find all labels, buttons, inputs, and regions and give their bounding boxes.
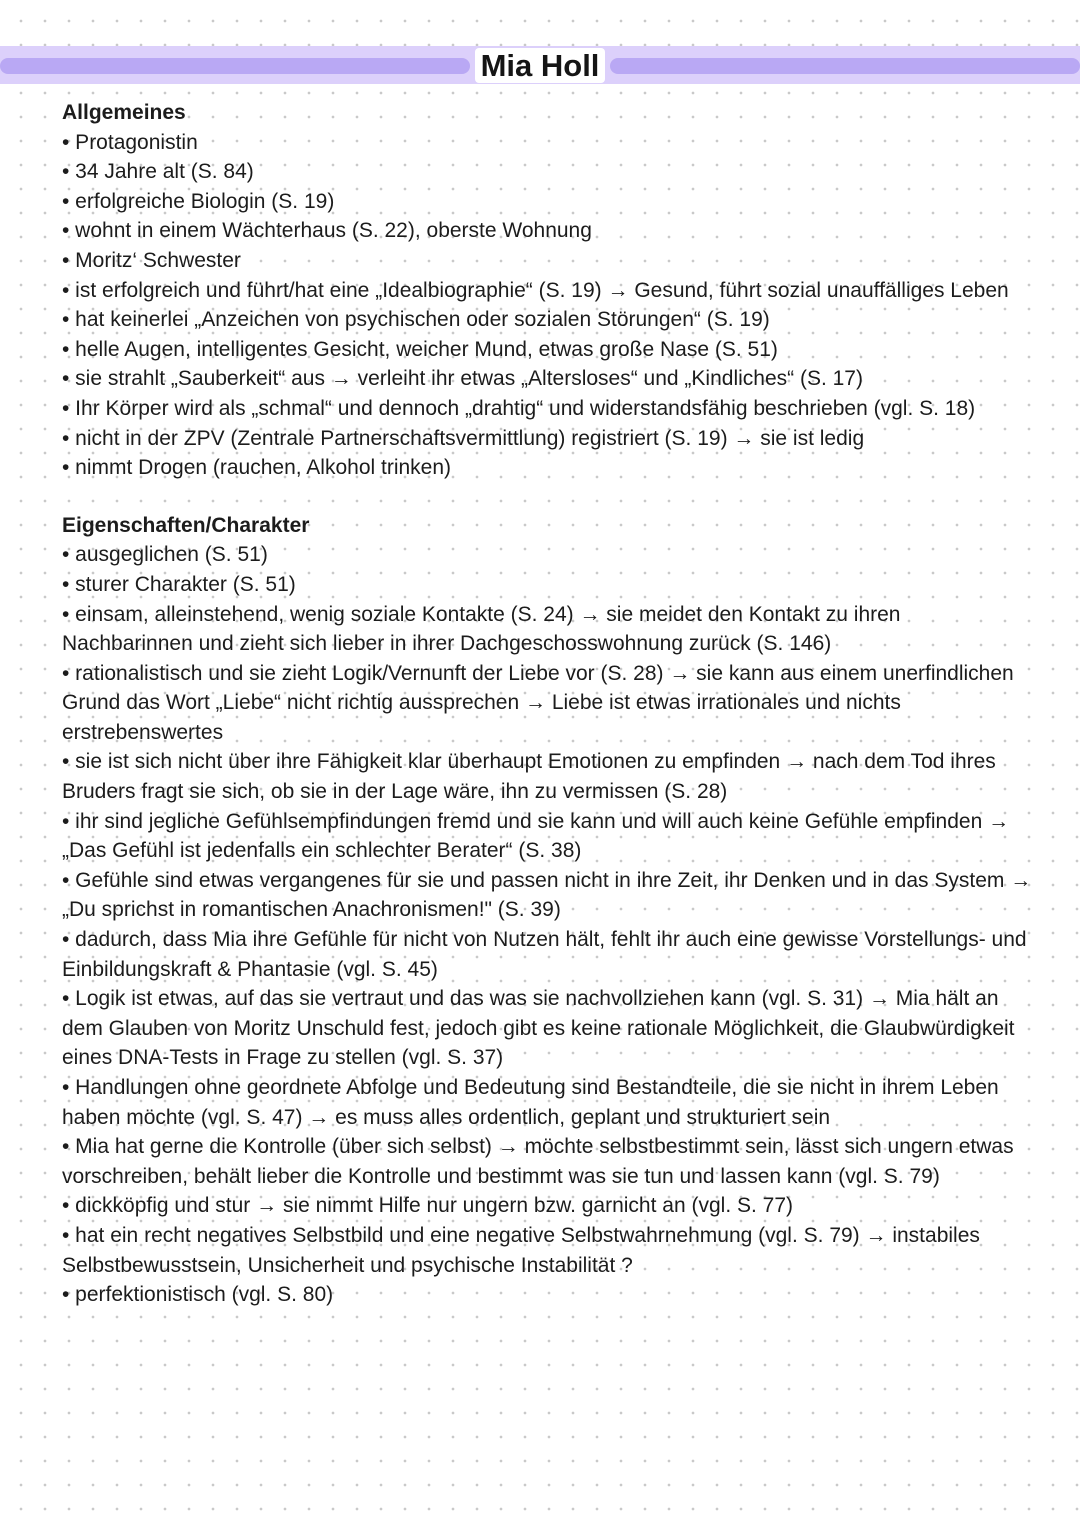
page-title-wrapper — [0, 46, 1080, 86]
section-heading: Allgemeines — [62, 101, 186, 124]
section-spacer — [62, 483, 1037, 511]
list-item: • Logik ist etwas, auf das sie vertraut und das was sie nachvollziehen kann (vgl. S. 31) → Mia hält an dem Glauben von Moritz Unschuld fest, jedoch gibt es keine rationale Möglichkeit, die Glaubwürdigkeit eines DNA-Tests in Frage zu stellen (vgl. S. 37) — [62, 987, 1015, 1070]
list-item: • ist erfolgreich und führt/hat eine „Idealbiographie“ (S. 19) → Gesund, führt sozial unauffälliges Leben — [62, 278, 1009, 302]
section-heading: Eigenschaften/Charakter — [62, 513, 310, 537]
list-item: • sturer Charakter (S. 51) — [62, 572, 296, 596]
page-title: Mia Holl — [475, 48, 606, 83]
list-item: • Handlungen ohne geordnete Abfolge und Bedeutung sind Bestandteile, die sie nicht in ihrem Leben haben möchte (vgl. S. 47) → es muss alles ordentlich, geplant und strukturiert sein — [62, 1076, 999, 1129]
list-item: • dickköpfig und stur → sie nimmt Hilfe nur ungern bzw. garnicht an (vgl. S. 77) — [62, 1194, 794, 1218]
title-band — [0, 46, 1080, 84]
list-item: • Mia hat gerne die Kontrolle (über sich selbst) → möchte selbstbestimmt sein, lässt sich ungern etwas vorschreiben, behält lieber die Kontrolle und bestimmt was sie tun und lassen kann (vgl. S. 79) — [62, 1135, 1014, 1188]
list-item: • perfektionistisch (vgl. S. 80) — [62, 1283, 334, 1307]
list-item: • helle Augen, intelligentes Gesicht, weicher Mund, etwas große Nase (S. 51) — [62, 337, 778, 361]
list-item: • erfolgreiche Biologin (S. 19) — [62, 189, 335, 213]
list-item: • hat ein recht negatives Selbstbild und eine negative Selbstwahrnehmung (vgl. S. 79) → instabiles Selbstbewusstsein, Unsicherheit und psychische Instabilität ? — [62, 1223, 980, 1277]
list-item: • Protagonistin — [62, 130, 198, 154]
list-item: • dadurch, dass Mia ihre Gefühle für nicht von Nutzen hält, fehlt ihr auch eine gewisse Vorstellungs- und Einbildungskraft & Phantasie (vgl. S. 45) — [62, 928, 1027, 981]
list-item: • Gefühle sind etwas vergangenes für sie und passen nicht in ihre Zeit, ihr Denken und in das System → „Du sprichst in romantischen Anachronismen!" (S. 39) — [62, 868, 1032, 922]
section-eigenschaften-charakter — [62, 511, 1037, 1310]
list-item: • rationalistisch und sie zieht Logik/Vernunft der Liebe vor (S. 28) → sie kann aus einem unerfindlichen Grund das Wort „Liebe“ nicht richtig aussprechen → Liebe ist etwas irrationales und nichts erstrebenswertes — [62, 661, 1014, 744]
list-item: • einsam, alleinstehend, wenig soziale Kontakte (S. 24) → sie meidet den Kontakt zu ihren Nachbarinnen und zieht sich lieber in ihrer Dachgeschosswohnung zurück (S. 146) — [62, 602, 901, 656]
list-item: • hat keinerlei „Anzeichen von psychischen oder sozialen Störungen“ (S. 19) — [62, 308, 770, 332]
list-item: • wohnt in einem Wächterhaus (S. 22), oberste Wohnung — [62, 219, 592, 243]
section-allgemeines — [62, 98, 1037, 483]
list-item: • ihr sind jegliche Gefühlsempfindungen fremd und sie kann und will auch keine Gefühle empfinden → „Das Gefühl ist jedenfalls ein schlechter Berater“ (S. 38) — [62, 809, 1010, 863]
list-item: • 34 Jahre alt (S. 84) — [62, 160, 254, 184]
list-item: • nicht in der ZPV (Zentrale Partnerschaftsvermittlung) registriert (S. 19) → sie ist ledig — [62, 426, 865, 450]
list-item: • sie ist sich nicht über ihre Fähigkeit klar überhaupt Emotionen zu empfinden → nach dem Tod ihres Bruders fragt sie sich, ob sie in der Lage wäre, ihn zu vermissen (S. 28) — [62, 750, 996, 804]
notes-content — [62, 98, 1037, 1310]
list-item: • Moritz‘ Schwester — [62, 248, 241, 272]
list-item: • ausgeglichen (S. 51) — [62, 543, 268, 567]
list-item: • Ihr Körper wird als „schmal“ und dennoch „drahtig“ und widerstandsfähig beschrieben (vgl. S. 18) — [62, 396, 976, 420]
list-item: • nimmt Drogen (rauchen, Alkohol trinken) — [62, 456, 452, 480]
list-item: • sie strahlt „Sauberkeit“ aus → verleiht ihr etwas „Altersloses“ und „Kindliches“ (S. 17) — [62, 367, 863, 391]
